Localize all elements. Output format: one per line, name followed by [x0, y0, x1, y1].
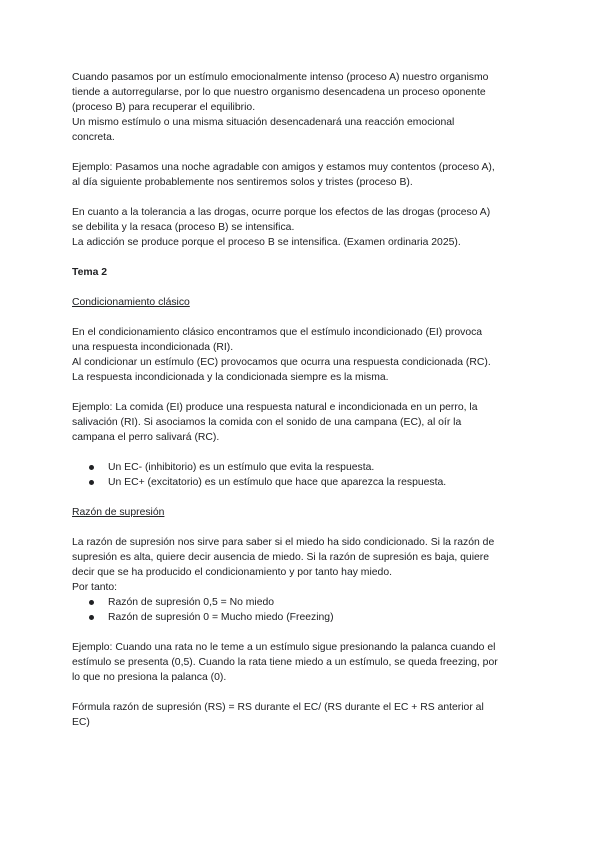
paragraph-gap — [72, 520, 532, 535]
list-item: Un EC+ (excitatorio) es un estímulo que hace que aparezca la respuesta. — [72, 475, 532, 490]
paragraph-gap — [72, 145, 532, 160]
text-line: En cuanto a la tolerancia a las drogas, ocurre porque los efectos de las drogas (proceso A) — [72, 207, 491, 218]
text-line: supresión es alta, quiere decir ausencia de miedo. Si la razón de supresión es baja, quiere — [72, 552, 490, 563]
bullet-list-razon — [72, 595, 532, 625]
document-page — [72, 70, 532, 730]
text-line: una respuesta incondicionada (RI). — [72, 342, 234, 353]
text-line: tiende a autorregularse, por lo que nuestro organismo desencadena un proceso oponente — [72, 87, 486, 98]
text-line: Ejemplo: La comida (EI) produce una respuesta natural e incondicionada en un perro, la — [72, 402, 478, 413]
text-line: EC) — [72, 717, 90, 728]
text-line: concreta. — [72, 132, 115, 143]
paragraph-gap — [72, 625, 532, 640]
bullet-list-ec — [72, 460, 532, 490]
paragraph-gap — [72, 490, 532, 505]
text-line: La razón de supresión nos sirve para saber si el miedo ha sido condicionado. Si la razón de — [72, 537, 495, 548]
paragraph-gap — [72, 250, 532, 265]
list-item: Un EC- (inhibitorio) es un estímulo que evita la respuesta. — [72, 460, 532, 475]
section-title: Tema 2 — [72, 267, 108, 278]
text-line: En el condicionamiento clásico encontramos que el estímulo incondicionado (EI) provoca — [72, 327, 483, 338]
subsection-heading-razon: Razón de supresión — [72, 507, 165, 518]
text-line: se debilita y la resaca (proceso B) se intensifica. — [72, 222, 295, 233]
text-line: Por tanto: — [72, 582, 118, 593]
text-line: Un mismo estímulo o una misma situación desencadenará una reacción emocional — [72, 117, 455, 128]
paragraph-gap — [72, 385, 532, 400]
text-line: estímulo se presenta (0,5). Cuando la rata tiene miedo a un estímulo, se queda freezing, por — [72, 657, 498, 668]
paragraph-gap — [72, 190, 532, 205]
text-line: al día siguiente probablemente nos sentiremos solos y tristes (proceso B). — [72, 177, 413, 188]
text-line: campana el perro salivará (RC). — [72, 432, 220, 443]
text-line: Fórmula razón de supresión (RS) = RS durante el EC/ (RS durante el EC + RS anterior al — [72, 702, 484, 713]
text-line: decir que se ha producido el condicionamiento y por tanto hay miedo. — [72, 567, 392, 578]
text-line: La respuesta incondicionada y la condicionada siempre es la misma. — [72, 372, 389, 383]
text-line: La adicción se produce porque el proceso B se intensifica. (Examen ordinaria 2025). — [72, 237, 461, 248]
list-item: Razón de supresión 0,5 = No miedo — [72, 595, 532, 610]
text-line: Cuando pasamos por un estímulo emocionalmente intenso (proceso A) nuestro organismo — [72, 72, 489, 83]
subsection-heading-condicionamiento: Condicionamiento clásico — [72, 297, 190, 308]
paragraph-gap — [72, 310, 532, 325]
paragraph-gap — [72, 685, 532, 700]
text-line: salivación (RI). Si asociamos la comida con el sonido de una campana (EC), al oír la — [72, 417, 462, 428]
paragraph-gap — [72, 280, 532, 295]
text-line: (proceso B) para recuperar el equilibrio. — [72, 102, 256, 113]
text-line: Ejemplo: Pasamos una noche agradable con amigos y estamos muy contentos (proceso A), — [72, 162, 495, 173]
text-line: Al condicionar un estímulo (EC) provocamos que ocurra una respuesta condicionada (RC). — [72, 357, 491, 368]
text-line: Ejemplo: Cuando una rata no le teme a un estímulo sigue presionando la palanca cuando el — [72, 642, 496, 653]
paragraph-gap — [72, 445, 532, 460]
text-line: lo que no presiona la palanca (0). — [72, 672, 227, 683]
list-item: Razón de supresión 0 = Mucho miedo (Freezing) — [72, 610, 532, 625]
